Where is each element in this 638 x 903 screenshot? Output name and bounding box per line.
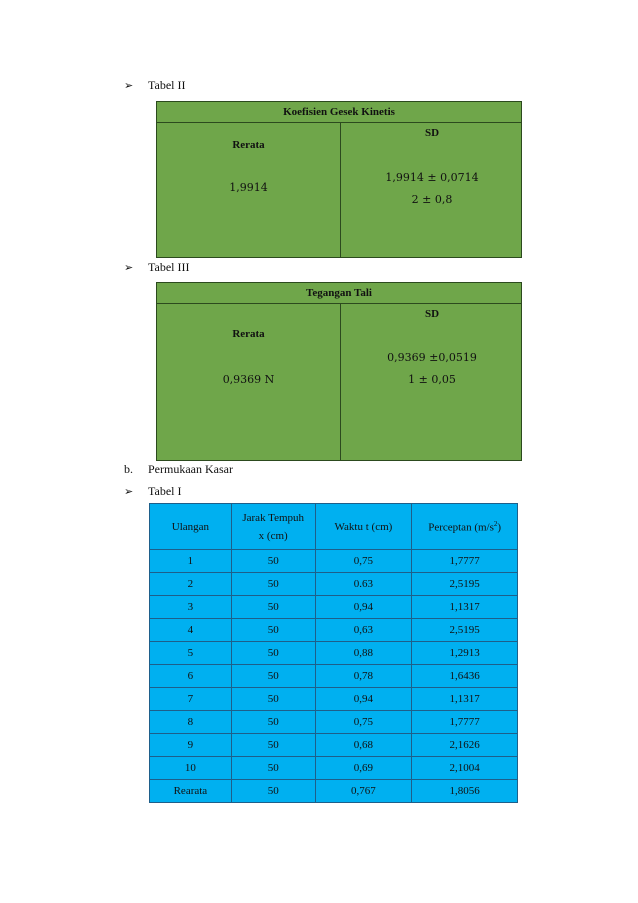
cell-percepatan: 1,6436 bbox=[412, 665, 518, 688]
table-header-row bbox=[150, 504, 518, 550]
cell-waktu: 0,69 bbox=[315, 757, 412, 780]
koefisien-gesek-table bbox=[156, 101, 522, 258]
cell-percepatan: 2,5195 bbox=[412, 573, 518, 596]
cell-jarak: 50 bbox=[231, 550, 315, 573]
koefisien-table-header: Koefisien Gesek Kinetis bbox=[157, 102, 521, 123]
arrow-bullet-icon: ➢ bbox=[124, 261, 134, 274]
table-row bbox=[150, 665, 518, 688]
cell-waktu: 0,68 bbox=[315, 734, 412, 757]
section-b-marker: b. bbox=[124, 462, 133, 476]
tegangan-sd-value-1: 0,9369 ±0,0519 bbox=[387, 351, 477, 364]
cell-ulangan: 2 bbox=[150, 573, 232, 596]
cell-ulangan: 3 bbox=[150, 596, 232, 619]
tegangan-sd-value-2: 1 ± 0,05 bbox=[408, 373, 456, 386]
cell-waktu: 0,75 bbox=[315, 550, 412, 573]
header-jarak-line1: Jarak Tempuh bbox=[242, 511, 305, 524]
cell-percepatan: 2,1626 bbox=[412, 734, 518, 757]
cell-ulangan: 1 bbox=[150, 550, 232, 573]
cell-percepatan: 1,2913 bbox=[412, 642, 518, 665]
tabel-i-heading bbox=[124, 483, 181, 499]
cell-percepatan: 2,5195 bbox=[412, 619, 518, 642]
cell-jarak: 50 bbox=[231, 688, 315, 711]
cell-percepatan: 1,7777 bbox=[412, 550, 518, 573]
table-row bbox=[150, 734, 518, 757]
permukaan-kasar-table bbox=[149, 503, 518, 803]
tegangan-tali-table bbox=[156, 282, 522, 461]
table-row bbox=[150, 596, 518, 619]
cell-jarak: 50 bbox=[231, 573, 315, 596]
cell-waktu: 0.63 bbox=[315, 573, 412, 596]
cell-jarak: 50 bbox=[231, 596, 315, 619]
cell-jarak: 50 bbox=[231, 734, 315, 757]
header-jarak bbox=[231, 504, 315, 550]
cell-waktu: 0,63 bbox=[315, 619, 412, 642]
header-waktu: Waktu t (cm) bbox=[315, 504, 412, 550]
table-row bbox=[150, 642, 518, 665]
table-row bbox=[150, 711, 518, 734]
cell-ulangan: 7 bbox=[150, 688, 232, 711]
cell-waktu: 0,75 bbox=[315, 711, 412, 734]
arrow-bullet-icon: ➢ bbox=[124, 485, 134, 498]
cell-waktu: 0,94 bbox=[315, 688, 412, 711]
cell-ulangan: 4 bbox=[150, 619, 232, 642]
cell-percepatan: 1,8056 bbox=[412, 780, 518, 803]
table-row bbox=[150, 573, 518, 596]
koefisien-column-divider bbox=[340, 123, 341, 257]
cell-ulangan: 10 bbox=[150, 757, 232, 780]
cell-jarak: 50 bbox=[231, 780, 315, 803]
table-row bbox=[150, 757, 518, 780]
section-b-heading bbox=[124, 461, 233, 477]
table-row bbox=[150, 688, 518, 711]
tabel-iii-label: Tabel III bbox=[148, 260, 190, 274]
tegangan-rerata-value: 0,9369 N bbox=[222, 373, 275, 386]
table-row bbox=[150, 619, 518, 642]
cell-jarak: 50 bbox=[231, 711, 315, 734]
koefisien-sd-value-1: 1,9914 ± 0,0714 bbox=[385, 171, 479, 184]
tabel-ii-heading bbox=[124, 77, 185, 93]
cell-jarak: 50 bbox=[231, 665, 315, 688]
header-percepatan-sup: 2 bbox=[493, 519, 498, 528]
tabel-i-label: Tabel I bbox=[148, 484, 182, 498]
tegangan-rerata-label: Rerata bbox=[232, 328, 265, 340]
koefisien-rerata-value: 1,9914 bbox=[229, 181, 268, 194]
header-jarak-line2: x (cm) bbox=[258, 529, 288, 542]
cell-jarak: 50 bbox=[231, 757, 315, 780]
tabel-iii-heading bbox=[124, 259, 189, 275]
header-percepatan-close: ) bbox=[497, 521, 502, 534]
cell-waktu: 0,94 bbox=[315, 596, 412, 619]
cell-jarak: 50 bbox=[231, 619, 315, 642]
cell-ulangan: 8 bbox=[150, 711, 232, 734]
tegangan-table-header: Tegangan Tali bbox=[157, 283, 521, 304]
cell-waktu: 0,88 bbox=[315, 642, 412, 665]
cell-waktu: 0,767 bbox=[315, 780, 412, 803]
cell-jarak: 50 bbox=[231, 642, 315, 665]
cell-ulangan: 5 bbox=[150, 642, 232, 665]
arrow-bullet-icon: ➢ bbox=[124, 79, 134, 92]
cell-ulangan: Rearata bbox=[150, 780, 232, 803]
section-b-label: Permukaan Kasar bbox=[148, 462, 233, 476]
tabel-ii-label: Tabel II bbox=[148, 78, 186, 92]
table-row bbox=[150, 780, 518, 803]
cell-percepatan: 2,1004 bbox=[412, 757, 518, 780]
header-percepatan-text: Perceptan (m/s bbox=[428, 521, 494, 534]
cell-waktu: 0,78 bbox=[315, 665, 412, 688]
cell-percepatan: 1,1317 bbox=[412, 596, 518, 619]
tegangan-sd-label: SD bbox=[424, 308, 440, 320]
koefisien-rerata-label: Rerata bbox=[232, 139, 265, 151]
table-row bbox=[150, 550, 518, 573]
header-ulangan: Ulangan bbox=[150, 504, 232, 550]
cell-ulangan: 6 bbox=[150, 665, 232, 688]
cell-percepatan: 1,1317 bbox=[412, 688, 518, 711]
cell-ulangan: 9 bbox=[150, 734, 232, 757]
koefisien-sd-label: SD bbox=[424, 127, 440, 139]
header-percepatan bbox=[412, 504, 518, 550]
koefisien-sd-value-2: 2 ± 0,8 bbox=[411, 193, 453, 206]
cell-percepatan: 1,7777 bbox=[412, 711, 518, 734]
